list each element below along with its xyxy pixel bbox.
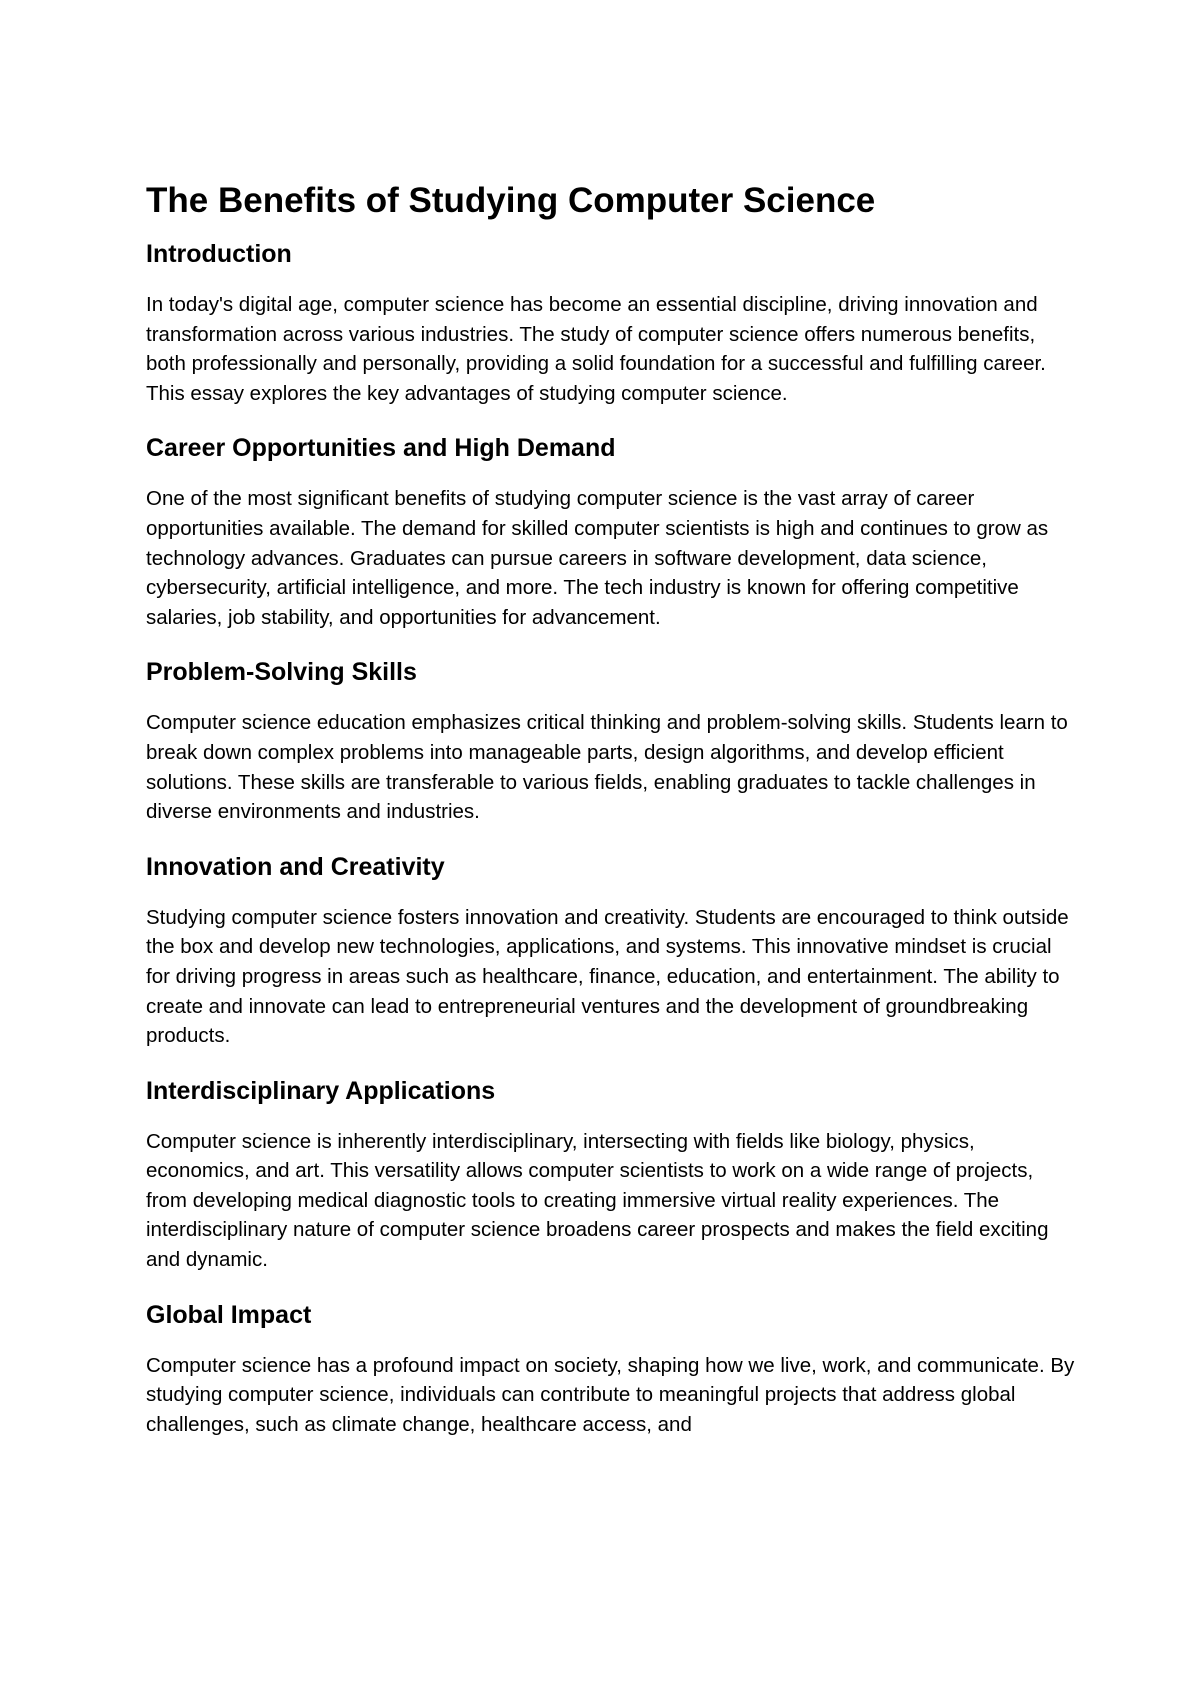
section-heading-problem-solving: Problem-Solving Skills <box>146 658 417 687</box>
section-heading-interdisciplinary: Interdisciplinary Applications <box>146 1076 496 1105</box>
section-paragraph-introduction: In today's digital age, computer science has become an essential discipline, driving innovation and transformation across various industries. The study of computer science offers numerous benefits, both professionally and personally, providing a solid foundation for a successful and fulfilling career. This essay explores the key advantages of studying computer science. <box>146 293 1046 405</box>
section-heading-introduction: Introduction <box>146 240 292 268</box>
document-page <box>146 178 1076 1462</box>
section-paragraph-problem-solving: Computer science education emphasizes critical thinking and problem-solving skills. Students learn to break down complex problems into manageable parts, design algorithms, and develop efficient solutions. These skills are transferable to various fields, enabling graduates to tackle challenges in diverse environments and industries. <box>146 711 1068 824</box>
section-interdisciplinary <box>146 1074 1076 1275</box>
section-heading-career-opportunities: Career Opportunities and High Demand <box>146 434 616 463</box>
section-paragraph-innovation-creativity: Studying computer science fosters innovation and creativity. Students are encouraged to think outside the box and develop new technologies, applications, and systems. This innovative mindset is crucial for driving progress in areas such as healthcare, finance, education, and entertainment. The ability to create and innovate can lead to entrepreneurial ventures and the development of groundbreaking products. <box>146 905 1069 1048</box>
section-paragraph-interdisciplinary: Computer science is inherently interdisciplinary, intersecting with fields like biology, physics, economics, and art. This versatility allows computer scientists to work on a wide range of projects, from developing medical diagnostic tools to creating immersive virtual reality experiences. The interdisciplinary nature of computer science broadens career prospects and makes the field exciting and dynamic. <box>146 1129 1049 1272</box>
section-heading-global-impact: Global Impact <box>146 1300 312 1329</box>
section-innovation-creativity <box>146 850 1076 1051</box>
section-problem-solving <box>146 655 1076 826</box>
section-career-opportunities <box>146 431 1076 632</box>
section-paragraph-career-opportunities: One of the most significant benefits of studying computer science is the vast array of career opportunities available. The demand for skilled computer scientists is high and continues to grow as technology advances. Graduates can pursue careers in software development, data science, cybersecurity, artificial intelligence, and more. The tech industry is known for offering competitive salaries, job stability, and opportunities for advancement. <box>146 487 1049 629</box>
section-paragraph-global-impact: Computer science has a profound impact on society, shaping how we live, work, and communicate. By studying computer science, individuals can contribute to meaningful projects that address global challenges, such as climate change, healthcare access, and <box>146 1353 1075 1436</box>
section-introduction <box>146 237 1076 408</box>
document-title: The Benefits of Studying Computer Science <box>146 181 876 220</box>
section-heading-innovation-creativity: Innovation and Creativity <box>146 852 445 881</box>
section-global-impact <box>146 1298 1076 1440</box>
